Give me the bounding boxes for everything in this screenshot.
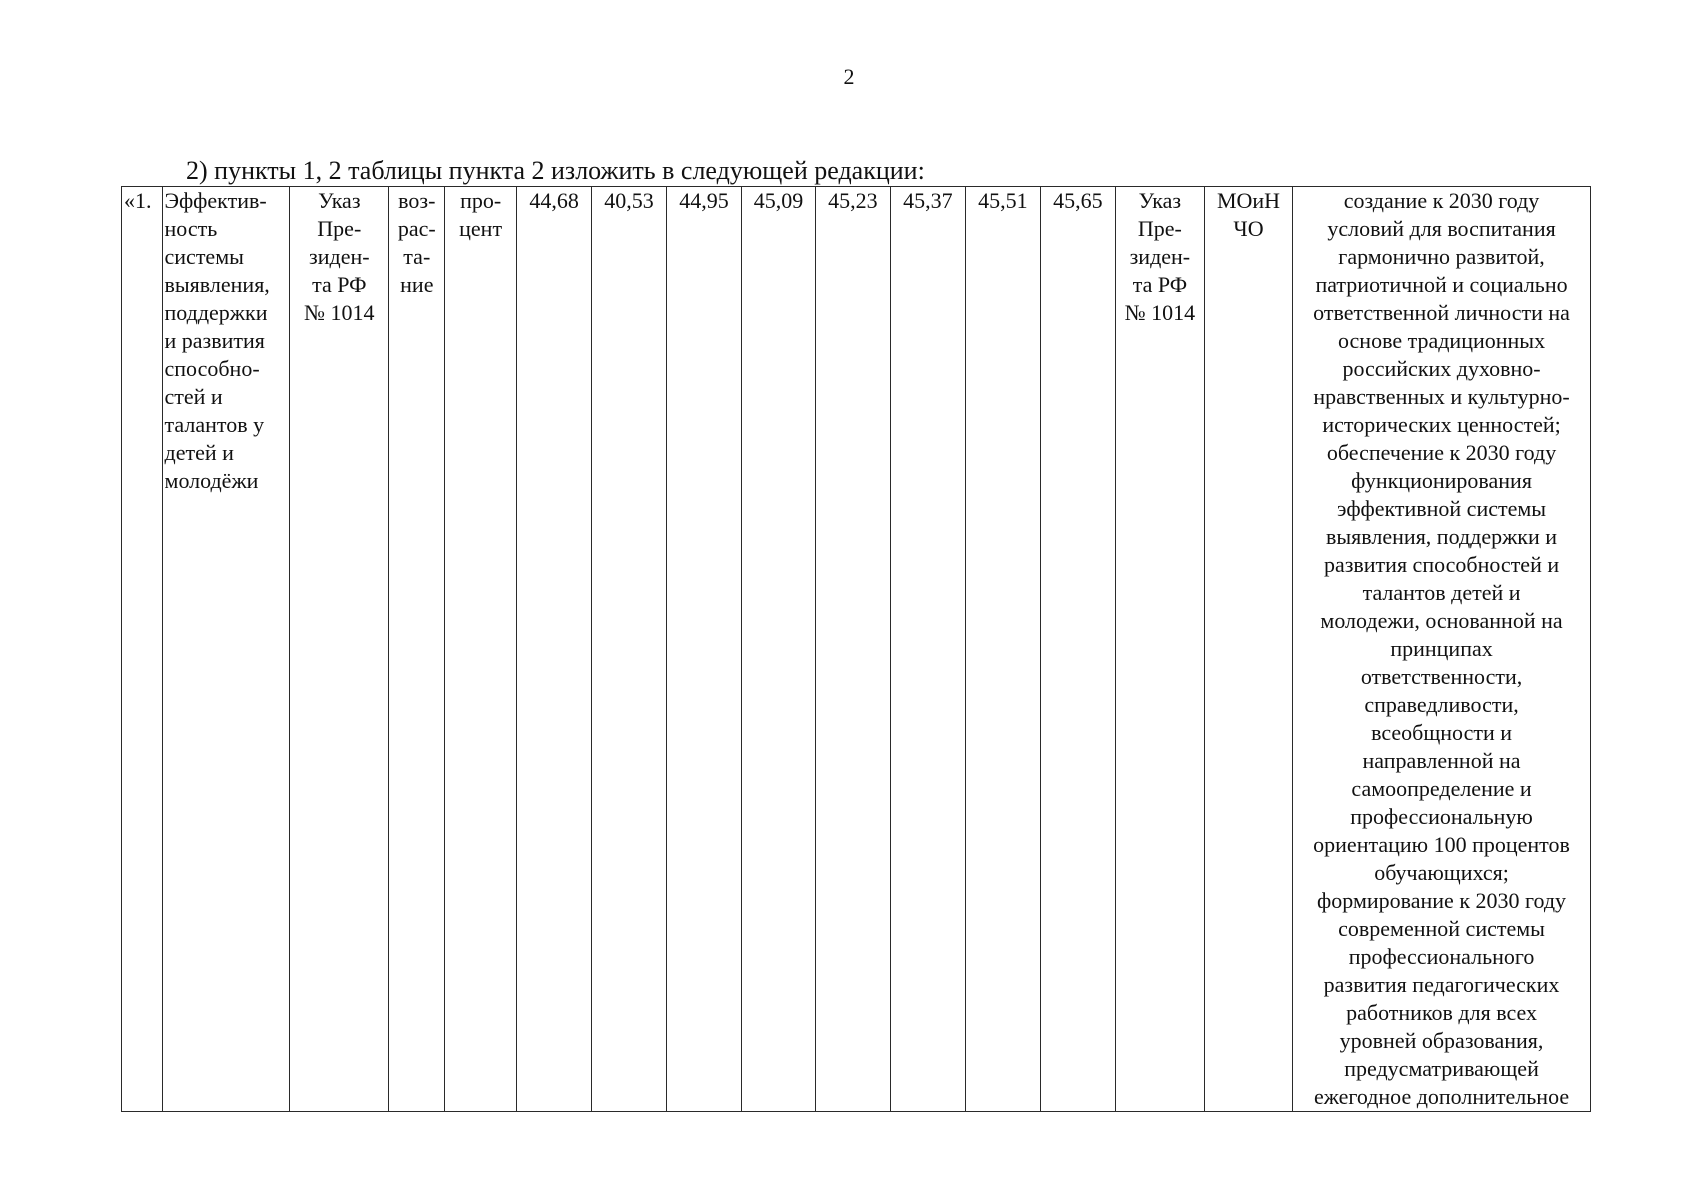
value-cell: 45,09 bbox=[741, 187, 815, 1112]
value-cell: 44,68 bbox=[517, 187, 592, 1112]
source-document-cell: Указ Пре- зиден- та РФ № 1014 bbox=[290, 187, 389, 1112]
value-cell: 45,23 bbox=[815, 187, 890, 1112]
value-cell: 40,53 bbox=[592, 187, 667, 1112]
value-cell: 45,37 bbox=[890, 187, 965, 1112]
value-cell: 45,65 bbox=[1040, 187, 1115, 1112]
basis-document-cell: Указ Пре- зиден- та РФ № 1014 bbox=[1115, 187, 1204, 1112]
table-row bbox=[122, 187, 1591, 1112]
page-number: 2 bbox=[843, 64, 855, 89]
unit-cell: про- цент bbox=[445, 187, 517, 1112]
indicator-name-cell: Эффектив- ность системы выявления, поддержки и развития способно- стей и талантов у детей и молодёжи bbox=[162, 187, 290, 1112]
responsible-cell: МОиН ЧО bbox=[1204, 187, 1292, 1112]
row-number-cell: «1. bbox=[122, 187, 163, 1112]
trend-cell: воз- рас- та- ние bbox=[389, 187, 445, 1112]
value-cell: 44,95 bbox=[667, 187, 742, 1112]
goal-text-cell: создание к 2030 году условий для воспитания гармонично развитой, патриотичной и социально ответственной личности на основе традиционных российских духовно- нравственных и культурно- исторических ценностей; обеспечение к 2030 году функционирования эффективной системы выявления, поддержки и развития способностей и талантов детей и молодежи, основанной на принципах ответственности, справедливости, всеобщности и направленной на самоопределение и профессиональную ориентацию 100 процентов обучающихся; формирование к 2030 году современной системы профессионального развития педагогических работников для всех уровней образования, предусматривающей ежегодное дополнительное bbox=[1293, 187, 1591, 1112]
amendment-heading: 2) пункты 1, 2 таблицы пункта 2 изложить в следующей редакции: bbox=[186, 156, 925, 185]
value-cell: 45,51 bbox=[965, 187, 1040, 1112]
indicator-table bbox=[121, 186, 1591, 1112]
